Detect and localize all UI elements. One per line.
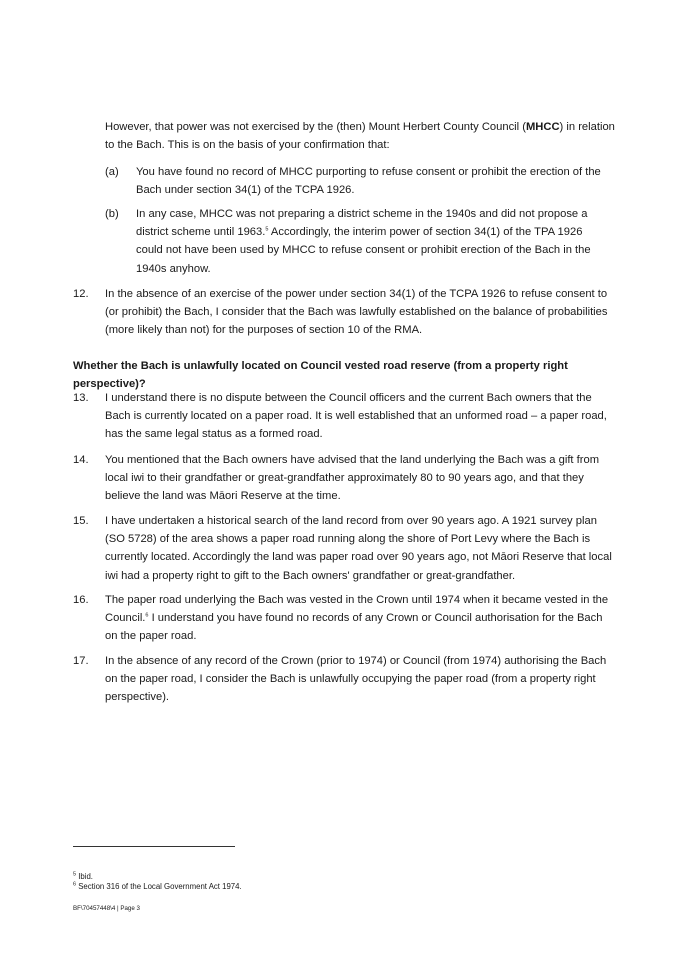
- footnote-ref-6: 6: [145, 612, 149, 619]
- para-16-text-start: The paper road underlying the Bach was vested in the Crown until 1974 when it became vested in the Council.: [105, 594, 609, 625]
- sub-item-b-text-end: Accordingly, the interim power of section 34(1) of the TPA 1926 could not have been used by MHCC to refuse consent or prohibit erection of the Bach in the 1940s anyhow.: [136, 226, 591, 275]
- intro-bold-term: MHCC: [525, 121, 560, 133]
- intro-text-start: However, that power was not exercised by the (then) Mount Herbert County Council (: [105, 121, 526, 133]
- page-footer: BF\70457448\4 | Page 3: [73, 905, 140, 913]
- footnote-number-6: 6: [73, 881, 77, 888]
- footnote-text-6: Section 316 of the Local Government Act 1974.: [78, 881, 242, 891]
- para-text-13: I understand there is no dispute between the Council officers and the current Bach owners that the Bach is currently located on a paper road. It is well established that an unformed road – a paper road, has the same legal status as a formed road.: [105, 392, 607, 441]
- intro-paragraph: [105, 118, 615, 154]
- footnote-separator: [73, 846, 235, 847]
- footnote-6: [73, 882, 242, 892]
- para-text-15: I have undertaken a historical search of the land record from over 90 years ago. A 1921 survey plan (SO 5728) of the area shows a paper road running along the shore of Port Levy where the Bach is currently located. Accordingly the land was paper road over 90 years ago, not Māori Reserve that local iwi had a property right to gift to the Bach owners' grandfather or great-grandfather.: [105, 515, 612, 582]
- para-16-text-end: I understand you have found no records of any Crown or Council authorisation for the Bach on the paper road.: [105, 612, 603, 643]
- para-number-16: 16.: [73, 594, 89, 606]
- para-number-13: 13.: [73, 392, 89, 404]
- footnote-text-5: Ibid.: [78, 871, 93, 881]
- para-number-12: 12.: [73, 288, 89, 300]
- para-number-15: 15.: [73, 515, 89, 527]
- para-text-17: In the absence of any record of the Crown (prior to 1974) or Council (from 1974) authorising the Bach on the paper road, I consider the Bach is unlawfully occupying the paper road (from a property right perspective).: [105, 655, 607, 704]
- sub-item-label-a: (a): [105, 166, 119, 178]
- sub-item-b-text-start: In any case, MHCC was not preparing a district scheme in the 1940s and did not propose a district scheme until 1963.: [136, 208, 588, 239]
- para-text-16: [105, 591, 615, 646]
- para-text-14: You mentioned that the Bach owners have advised that the land underlying the Bach was a gift from local iwi to their grandfather or great-grandfather approximately 80 to 90 years ago, and that they believe the land was Māori Reserve at the time.: [105, 454, 600, 503]
- sub-item-label-b: (b): [105, 208, 119, 220]
- footnote-number-5: 5: [73, 871, 77, 878]
- para-number-14: 14.: [73, 454, 89, 466]
- section-heading: Whether the Bach is unlawfully located on Council vested road reserve (from a property right perspective)?: [73, 360, 568, 391]
- para-number-17: 17.: [73, 655, 89, 667]
- para-text-12: In the absence of an exercise of the power under section 34(1) of the TCPA 1926 to refuse consent to (or prohibit) the Bach, I consider that the Bach was lawfully established on the balance of probabilities (more likely than not) for the purposes of section 10 of the RMA.: [105, 288, 608, 337]
- intro-text-end: ) in relation to the Bach. This is on the basis of your confirmation that:: [105, 121, 615, 152]
- sub-item-text-a: You have found no record of MHCC purporting to refuse consent or prohibit the erection of the Bach under section 34(1) of the TCPA 1926.: [136, 166, 601, 197]
- sub-item-text-b: [136, 205, 606, 278]
- footnote-ref-5: 5: [265, 226, 269, 233]
